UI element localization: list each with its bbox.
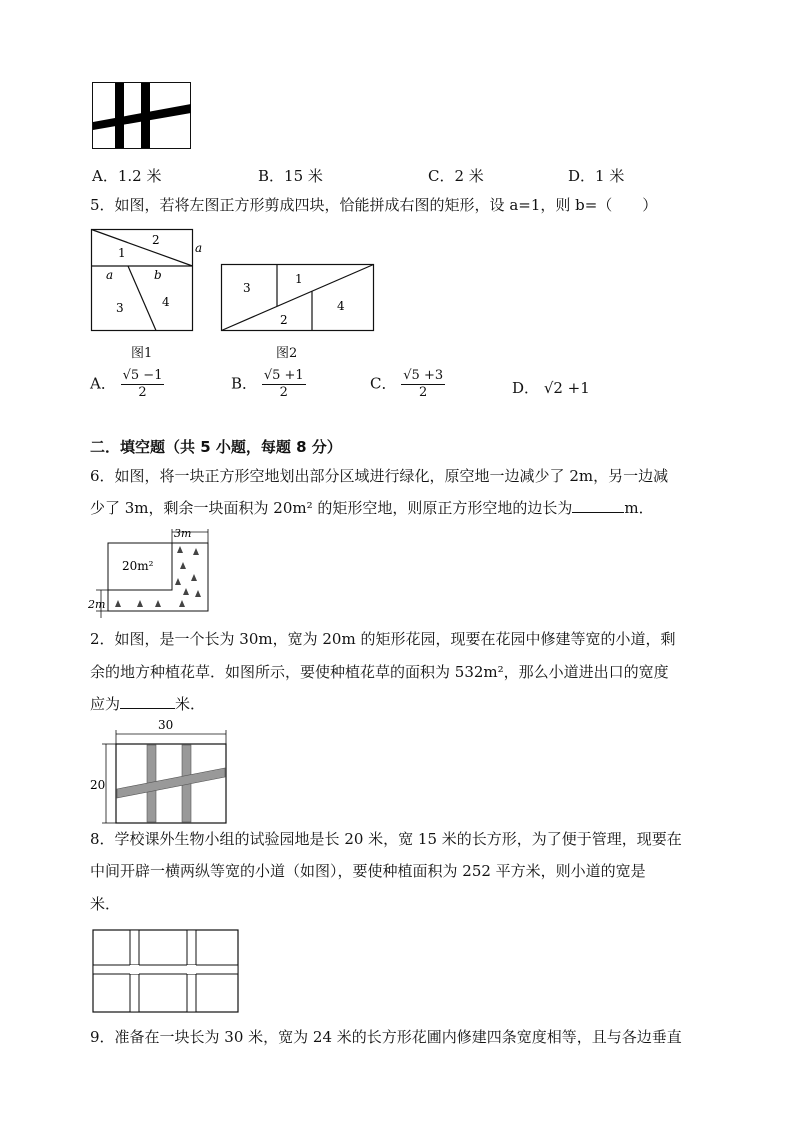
- fig2-caption: 图2: [276, 346, 298, 361]
- q6-answer-blank[interactable]: [572, 498, 624, 513]
- q5-b-denominator: 2: [279, 385, 288, 400]
- fig2-label-1: 1: [295, 272, 303, 286]
- q5-option-c[interactable]: C． $\frac{√5 +3}{2}$: [370, 368, 444, 400]
- q7-figure: [88, 716, 233, 826]
- q5-option-b[interactable]: B． $\frac{√5 +1}{2}$: [231, 368, 304, 400]
- q5-c-numerator: √5 +3: [403, 368, 444, 383]
- q9-line-1: 9．准备在一块长为 30 米，宽为 24 米的长方形花圃内修建四条宽度相等，且与各边垂直: [90, 1028, 682, 1046]
- q5-d-value: √2 +1: [543, 379, 590, 397]
- q7-width-label: 30: [158, 718, 174, 732]
- q8-figure: [92, 929, 242, 1015]
- fig1-label-a-bottom: a: [106, 268, 114, 282]
- q8-line-2: 中间开辟一横两纵等宽的小道（如图），要使种植面积为 252 平方米，则小道的宽是: [90, 862, 646, 880]
- q8-line-3: 米．: [90, 895, 121, 913]
- q4-option-a[interactable]: A．1.2 米: [92, 167, 162, 185]
- q7-line-1: 2．如图，是一个长为 30m，宽为 20m 的矩形花园，现要在花园中修建等宽的小道，剩: [90, 630, 676, 648]
- q5-a-numerator: √5 −1: [122, 368, 163, 383]
- q4-option-d[interactable]: D．1 米: [568, 167, 625, 185]
- q5-figure-2: [220, 263, 376, 333]
- q7-answer-blank[interactable]: [120, 694, 175, 709]
- q5-figure-1: [90, 228, 205, 334]
- q5-question: 5．如图，若将左图正方形剪成四块，恰能拼成右图的矩形，设 a=1，则 b=（ ）: [90, 196, 658, 214]
- fig1-label-4: 4: [162, 295, 170, 309]
- section-title: 二．填空题（共 5 小题，每题 8 分）: [90, 438, 342, 456]
- q4-figure: [92, 82, 192, 150]
- fig1-label-b: b: [154, 268, 162, 282]
- fig1-caption: 图1: [131, 346, 153, 361]
- fig1-label-a-right: a: [195, 241, 203, 255]
- q5-c-denominator: 2: [419, 385, 428, 400]
- q7-line-2: 余的地方种植花草．如图所示，要使种植花草的面积为 532m²，那么小道进出口的宽度: [90, 663, 669, 681]
- fig1-label-1: 1: [118, 246, 126, 260]
- fig2-label-3: 3: [243, 281, 251, 295]
- fig1-label-3: 3: [116, 301, 124, 315]
- q6-line-1: 6．如图，将一块正方形空地划出部分区域进行绿化，原空地一边减少了 2m，另一边减: [90, 467, 669, 485]
- fig1-label-2: 2: [152, 233, 160, 247]
- q6-plants: [115, 546, 201, 607]
- q5-option-a[interactable]: A． $\frac{√5 -1}{2}$: [90, 368, 163, 400]
- q5-a-denominator: 2: [138, 385, 147, 400]
- q7-line-3: 应为 米．: [90, 695, 206, 713]
- q5-b-numerator: √5 +1: [263, 368, 304, 383]
- fig2-label-2: 2: [280, 313, 288, 327]
- q8-line-1: 8．学校课外生物小组的试验园地是长 20 米，宽 15 米的长方形，为了便于管理，现要在: [90, 830, 682, 848]
- q7-height-label: 20: [90, 778, 106, 792]
- q6-top-label: 3m: [174, 527, 192, 540]
- fig2-label-4: 4: [337, 299, 345, 313]
- q6-left-label: 2m: [88, 598, 106, 611]
- q5-option-d[interactable]: D． √2 +1: [512, 379, 590, 397]
- q6-figure: [88, 526, 218, 620]
- q4-option-c[interactable]: C．2 米: [428, 167, 484, 185]
- q4-option-b[interactable]: B．15 米: [258, 167, 323, 185]
- q6-area-label: 20m²: [122, 559, 154, 573]
- q6-line-2: 少了 3m，剩余一块面积为 20m² 的矩形空地，则原正方形空地的边长为 m．: [90, 499, 654, 517]
